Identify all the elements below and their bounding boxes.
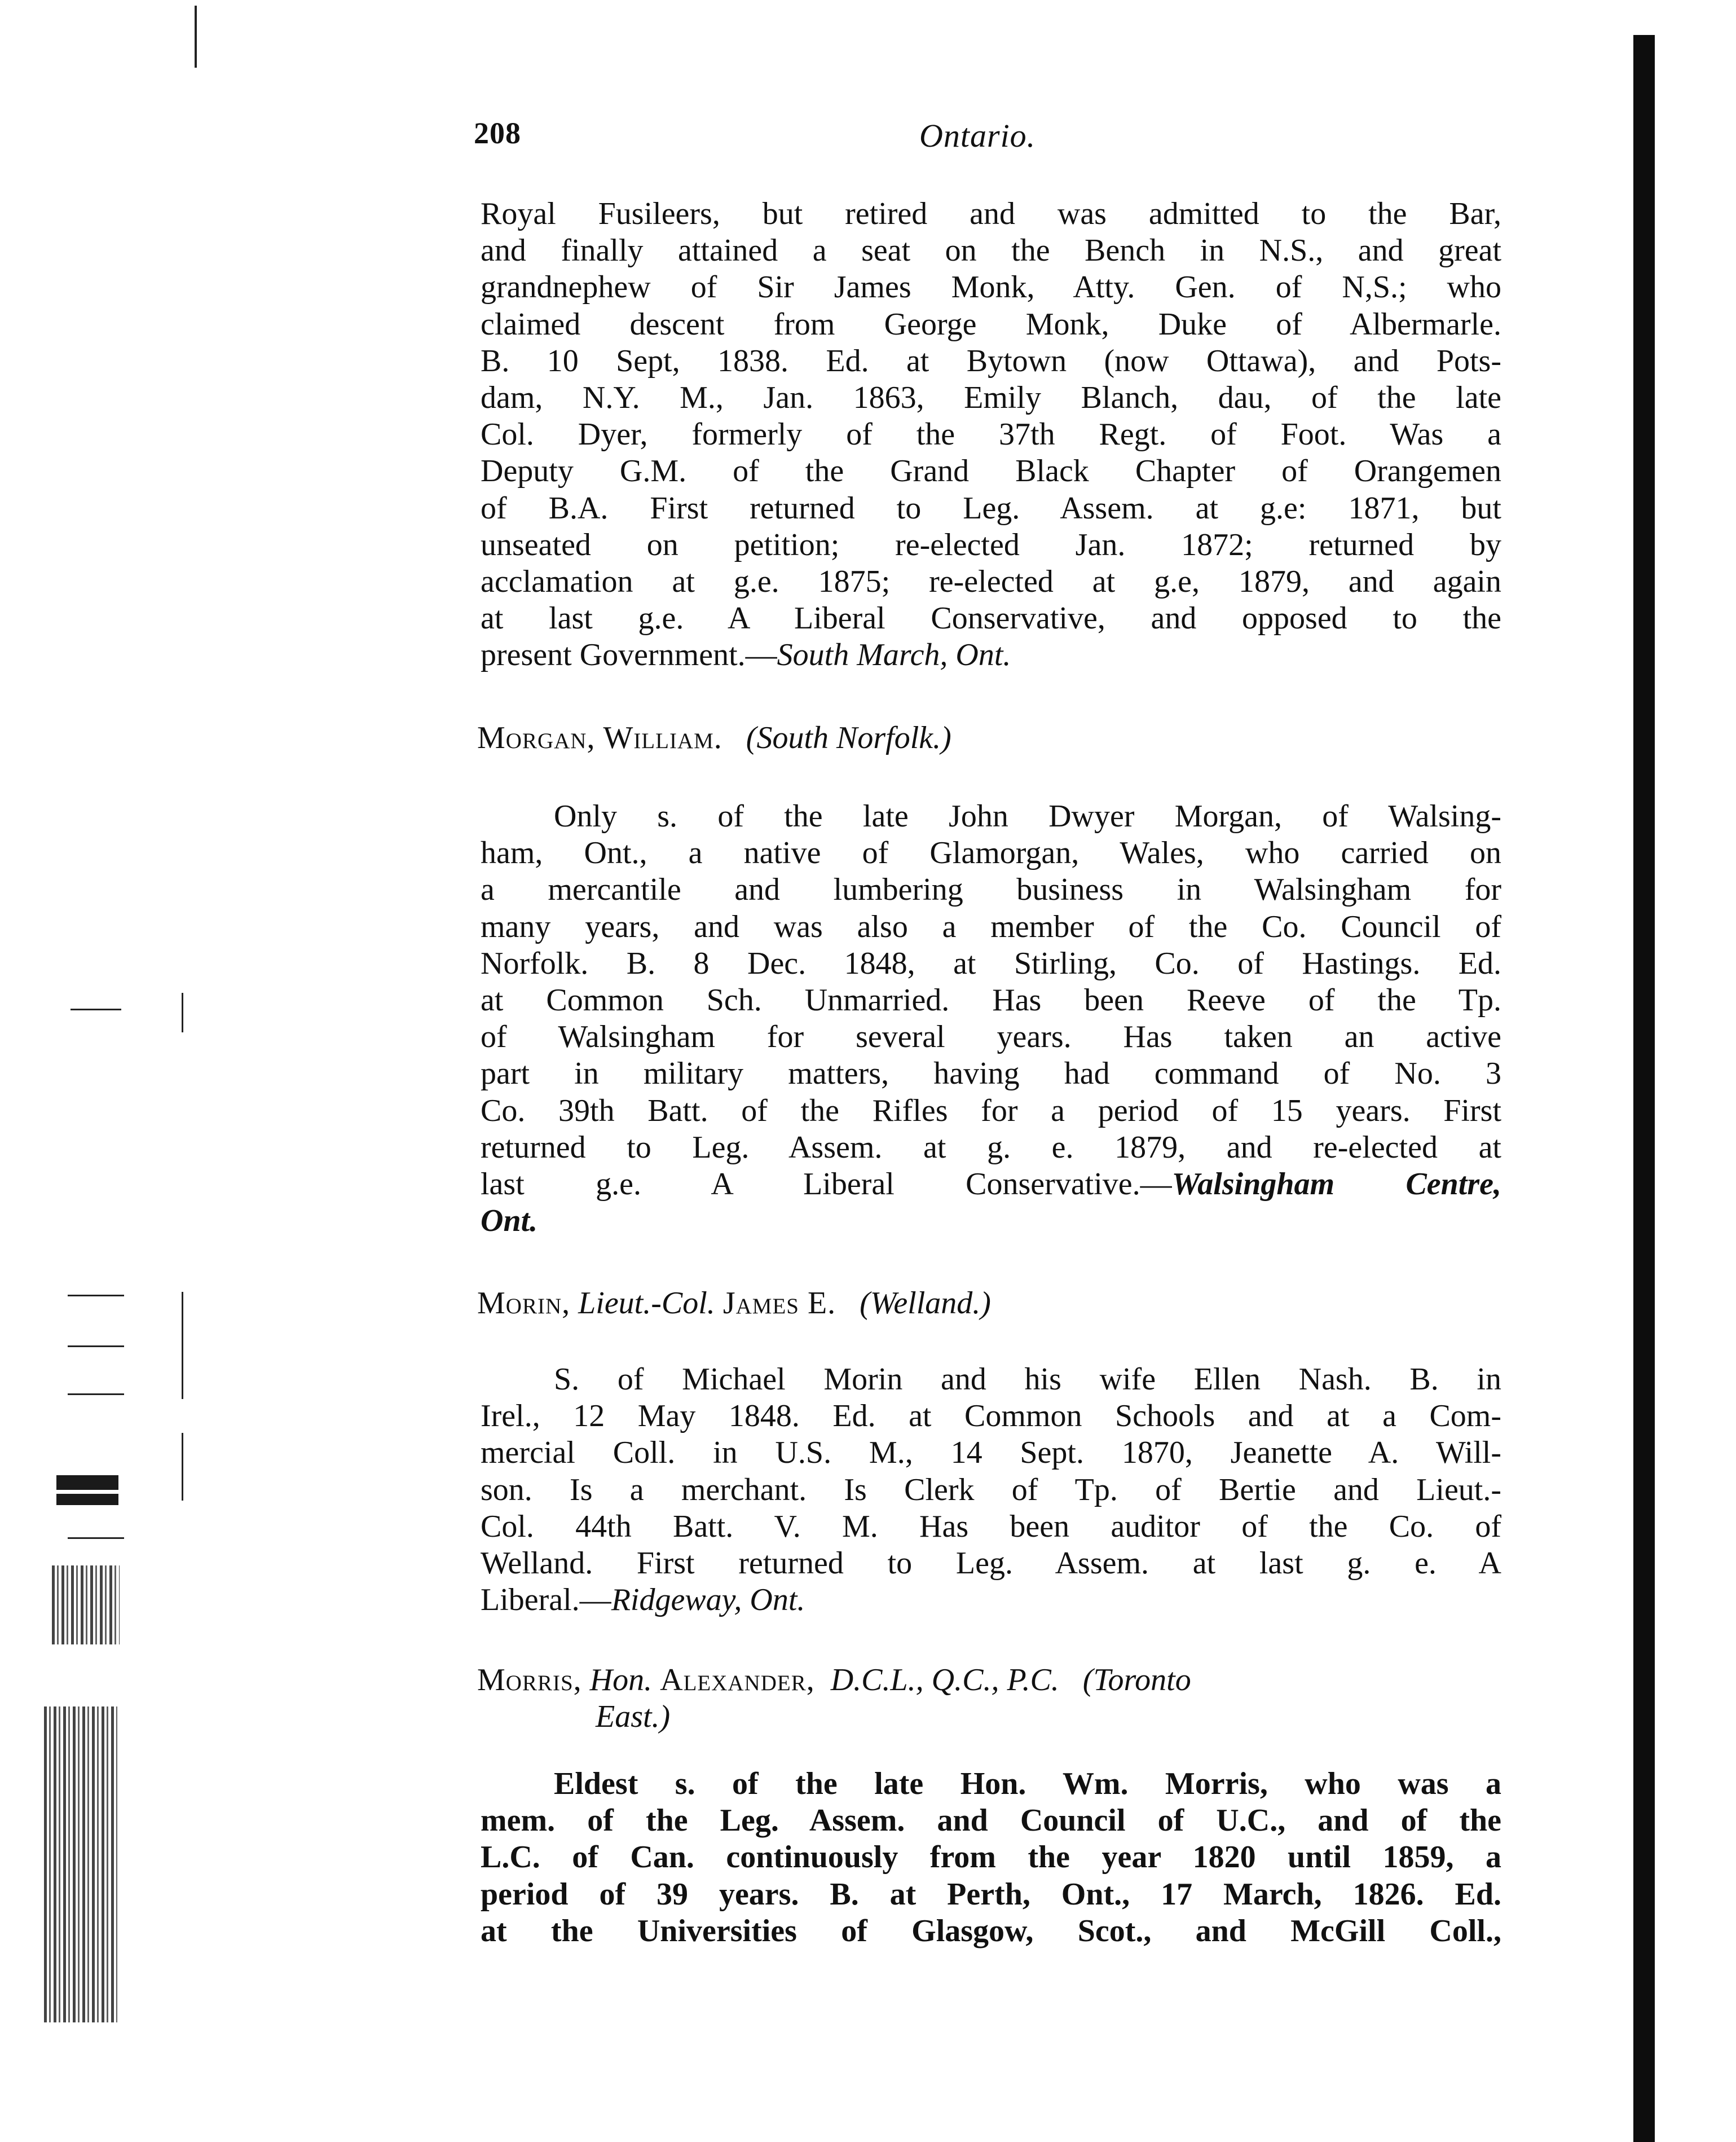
text-line: Co. 39th Batt. of the Rifles for a period of 15 years. First (481, 1093, 1501, 1128)
entry-title: Lieut.-Col. (578, 1286, 715, 1321)
text-line: period of 39 years. B. at Perth, Ont., 17 March, 1826. Ed. (481, 1876, 1501, 1912)
text-line-last (481, 637, 1501, 674)
text-line: Deputy G.M. of the Grand Black Chapter of Orangemen (481, 454, 1501, 489)
text-line: returned to Leg. Assem. at g. e. 1879, and re-elected at (481, 1129, 1501, 1165)
text-line: L.C. of Can. continuously from the year 1820 until 1859, a (481, 1840, 1501, 1875)
entry-surname: Morris, (477, 1662, 582, 1697)
text-line: Col. 44th Batt. V. M. Has been auditor of the Co. of (481, 1508, 1501, 1544)
entry-honours: D.C.L., Q.C., P.C. (830, 1662, 1059, 1697)
continuation-paragraph (481, 196, 1501, 674)
running-head: Ontario. (919, 117, 1036, 154)
entry-paragraph-morgan (481, 798, 1501, 1239)
entry-heading-morgan (477, 720, 951, 756)
entry-constituency-cont: East.) (596, 1699, 671, 1734)
residence-address-cont: Ont. (481, 1203, 538, 1239)
page-header (474, 116, 1060, 161)
text-line: of Walsingham for several years. Has taken an active (481, 1019, 1501, 1055)
text-line: a mercantile and lumbering business in Walsingham for (481, 872, 1501, 908)
text-line: S. of Michael Morin and his wife Ellen Nash. B. in (554, 1362, 1501, 1397)
scan-gutter (0, 0, 203, 2142)
text-line: Col. Dyer, formerly of the 37th Regt. of Foot. Was a (481, 417, 1501, 452)
text-line: Welland. First returned to Leg. Assem. at last g. e. A (481, 1545, 1501, 1581)
text-line: mercial Coll. in U.S. M., 14 Sept. 1870, Jeanette A. Will- (481, 1435, 1501, 1471)
text-line (481, 1166, 1501, 1203)
entry-paragraph-morris (481, 1766, 1501, 1950)
text-line: many years, and was also a member of the Co. Council of (481, 909, 1501, 944)
entry-heading-morris (477, 1662, 1191, 1698)
text-line: mem. of the Leg. Assem. and Council of U.C., and of the (481, 1803, 1501, 1838)
text-line: son. Is a merchant. Is Clerk of Tp. of Bertie and Lieut.- (481, 1472, 1501, 1507)
entry-heading-morin (477, 1285, 991, 1321)
residence-address: South March, Ont. (777, 637, 1011, 673)
text-line: Irel., 12 May 1848. Ed. at Common Schools and at a Com- (481, 1398, 1501, 1434)
text-line: unseated on petition; re-elected Jan. 1872; returned by (481, 527, 1501, 562)
text-line: at last g.e. A Liberal Conservative, and opposed to the (481, 601, 1501, 636)
entry-surname: Morin, (477, 1286, 571, 1321)
text-fragment: Liberal.— (481, 1582, 611, 1618)
text-fragment: present Government.— (481, 637, 777, 673)
text-line: Only s. of the late John Dwyer Morgan, of Walsing- (554, 799, 1501, 834)
text-line: acclamation at g.e. 1875; re-elected at g.e, 1879, and again (481, 564, 1501, 599)
text-line: ham, Ont., a native of Glamorgan, Wales, who carried on (481, 835, 1501, 871)
text-fragment: last g.e. A Liberal Conservative.— (481, 1166, 1172, 1202)
scan-edge-bar (1633, 35, 1655, 2142)
text-line: Royal Fusileers, but retired and was admitted to the Bar, (481, 196, 1501, 231)
text-line: at Common Sch. Unmarried. Has been Reeve of the Tp. (481, 982, 1501, 1018)
entry-given-name: William. (603, 720, 722, 755)
entry-heading-morris-cont (596, 1699, 670, 1735)
entry-constituency: (Toronto (1082, 1662, 1191, 1697)
entry-title: Hon. (589, 1662, 653, 1697)
text-line: of B.A. First returned to Leg. Assem. at g.e: 1871, but (481, 490, 1501, 526)
text-line: dam, N.Y. M., Jan. 1863, Emily Blanch, dau, of the late (481, 380, 1501, 415)
text-line: and finally attained a seat on the Bench in N.S., and great (481, 233, 1501, 269)
text-line: at the Universities of Glasgow, Scot., and McGill Coll., (481, 1913, 1501, 1949)
text-line: grandnephew of Sir James Monk, Atty. Gen. of N,S.; who (481, 270, 1501, 305)
entry-given-name: James E. (722, 1286, 836, 1321)
entry-constituency: (South Norfolk.) (746, 720, 951, 755)
entry-constituency: (Welland.) (860, 1286, 991, 1321)
residence-address: Walsingham Centre, (1171, 1166, 1502, 1202)
text-line: Eldest s. of the late Hon. Wm. Morris, who was a (554, 1766, 1501, 1801)
entry-given-name: Alexander, (660, 1662, 815, 1697)
entry-paragraph-morin (481, 1361, 1501, 1618)
text-line: Norfolk. B. 8 Dec. 1848, at Stirling, Co. of Hastings. Ed. (481, 945, 1501, 981)
text-line: claimed descent from George Monk, Duke of Albermarle. (481, 306, 1501, 342)
page-number: 208 (474, 116, 521, 150)
residence-address: Ridgeway, Ont. (611, 1582, 805, 1618)
text-line: B. 10 Sept, 1838. Ed. at Bytown (now Ottawa), and Pots- (481, 343, 1501, 379)
text-line: part in military matters, having had command of No. 3 (481, 1056, 1501, 1092)
entry-surname: Morgan, (477, 720, 596, 755)
text-line-last (481, 1582, 1501, 1618)
